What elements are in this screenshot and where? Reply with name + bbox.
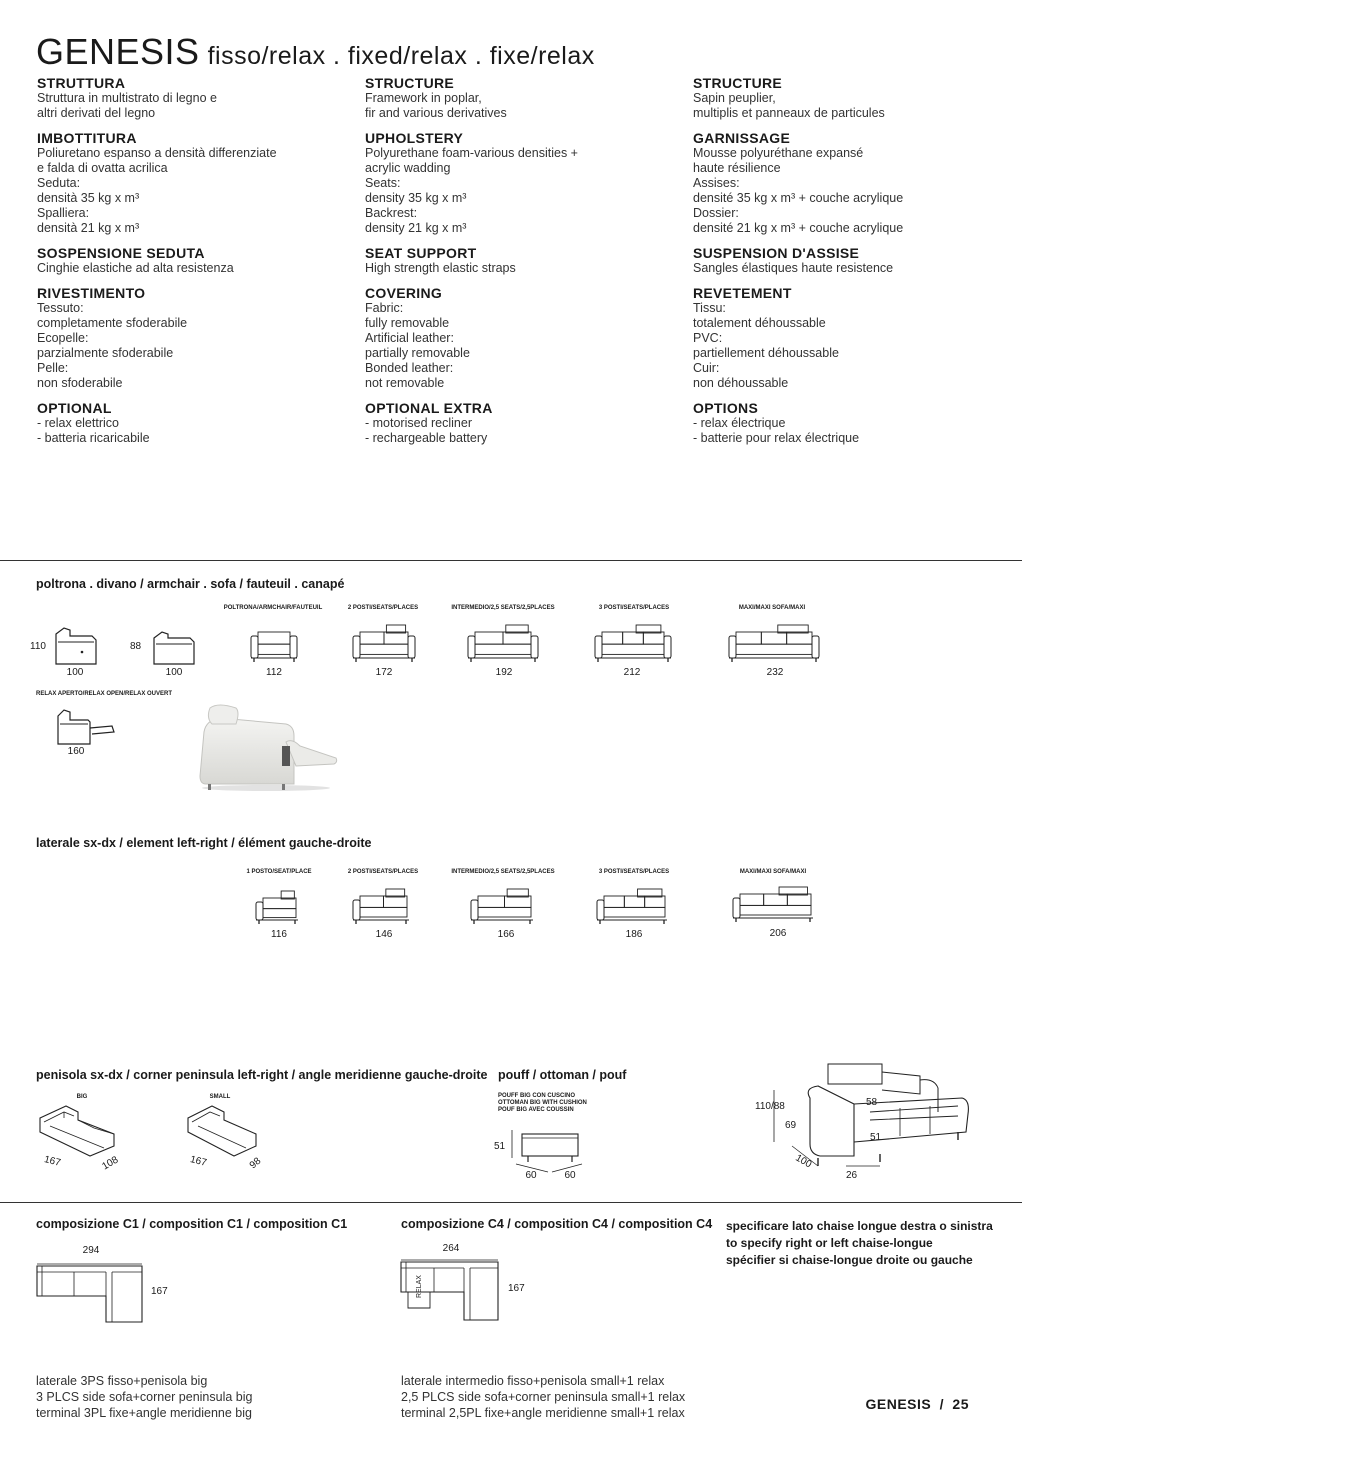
c4-relax-label: RELAX (416, 1275, 423, 1298)
spec-line: acrylic wadding (365, 161, 451, 175)
spec-heading: STRUCTURE (693, 75, 783, 91)
spec-line: Dossier: (693, 206, 739, 220)
divider-top (0, 560, 1022, 561)
spec-heading: COVERING (365, 285, 443, 301)
spec-heading: SOSPENSIONE SEDUTA (37, 245, 205, 261)
spec-line: densità 35 kg x m³ (37, 191, 140, 205)
sofa-2-seats-front-icon (352, 624, 416, 664)
spec-section (693, 285, 1013, 391)
product-photo-relax-armchair (196, 702, 341, 792)
relax-open-side-icon (54, 708, 118, 750)
title-subtitle: fisso/relax . fixed/relax . fixe/relax (207, 42, 595, 70)
spec-section (37, 245, 357, 276)
spec-column-french (693, 75, 1013, 455)
dim-peninsula-big-width: 108 (100, 1154, 121, 1173)
spec-line: Assises: (693, 176, 740, 190)
dim-c4-depth: 167 (508, 1283, 525, 1294)
dim-sofa-seat-depth: 51 (870, 1132, 882, 1143)
spec-line: Tessuto: (37, 301, 84, 315)
dim-2-seats-width: 172 (375, 667, 393, 678)
dim-peninsula-small-length: 167 (188, 1154, 208, 1169)
spec-line: Spalliera: (37, 206, 90, 220)
dim-pouf-height: 51 (494, 1141, 506, 1152)
spec-line: - batteria ricaricabile (37, 431, 150, 445)
dim-element-3-seats-width: 186 (625, 929, 643, 940)
composition-c1-label: composizione C1 / composition C1 / composition C1 (36, 1217, 348, 1231)
c1-caption-it: laterale 3PS fisso+penisola big (36, 1374, 208, 1388)
peninsula-big-icon (34, 1102, 120, 1160)
spec-line: partiellement déhoussable (693, 346, 839, 360)
spec-section (693, 400, 1013, 446)
spec-line: non déhoussable (693, 376, 789, 390)
sofa-3-seats-front-icon (594, 624, 672, 664)
spec-line: density 35 kg x m³ (365, 191, 467, 205)
c1-caption-en: 3 PLCS side sofa+corner peninsula big (36, 1390, 253, 1404)
note-it: specificare lato chaise longue destra o sinistra (726, 1219, 993, 1233)
dim-maxi-width: 232 (766, 667, 784, 678)
section-label-armchair-sofa: poltrona . divano / armchair . sofa / fauteuil . canapé (36, 577, 345, 591)
c1-caption-fr: terminal 3PL fixe+angle meridienne big (36, 1406, 252, 1420)
dim-element-2-seats-width: 146 (375, 929, 393, 940)
spec-line: - relax électrique (693, 416, 786, 430)
dim-relax-width-1: 100 (66, 667, 84, 678)
note-en: to specify right or left chaise-longue (726, 1236, 933, 1250)
spec-column-italian (37, 75, 357, 455)
element-intermediate-icon (470, 888, 534, 926)
element-label-intermediate: INTERMEDIO/2,5 SEATS/2,5PLACES (451, 869, 555, 875)
element-label-1-seat: 1 POSTO/SEAT/PLACE (246, 869, 312, 875)
spec-heading: UPHOLSTERY (365, 130, 464, 146)
dim-sofa-seat-height: 58 (866, 1097, 878, 1108)
spec-heading: SEAT SUPPORT (365, 245, 477, 261)
spec-heading: GARNISSAGE (693, 130, 791, 146)
section-label-element: laterale sx-dx / element left-right / élément gauche-droite (36, 836, 372, 850)
spec-heading: REVETEMENT (693, 285, 792, 301)
spec-heading: IMBOTTITURA (37, 130, 137, 146)
peninsula-big-label: BIG (76, 1094, 88, 1100)
spec-line: completamente sfoderabile (37, 316, 188, 330)
page-footer (866, 1396, 970, 1412)
element-label-maxi: MAXI/MAXI SOFA/MAXI (739, 869, 807, 875)
spec-heading: STRUTTURA (37, 75, 126, 91)
spec-line: densité 21 kg x m³ + couche acrylique (693, 221, 904, 235)
note-fr: spécifier si chaise-longue droite ou gauche (726, 1253, 973, 1267)
sofa-intermediate-front-icon (467, 624, 539, 664)
spec-heading: OPTIONAL (37, 400, 112, 416)
element-maxi-icon (732, 886, 814, 924)
spec-line: PVC: (693, 331, 723, 345)
divider-bottom (0, 1202, 1022, 1203)
element-3-seats-icon (596, 888, 668, 926)
sofa-maxi-front-icon (728, 624, 820, 664)
footer-brand: GENESIS (865, 1396, 932, 1412)
spec-line: non sfoderabile (37, 376, 123, 390)
dim-peninsula-big-length: 167 (42, 1154, 62, 1169)
spec-line: Poliuretano espanso a densità differenziate (37, 146, 277, 160)
spec-line: parzialmente sfoderabile (37, 346, 174, 360)
spec-line: Cuir: (693, 361, 720, 375)
dim-armchair-width: 112 (266, 667, 282, 678)
spec-line: altri derivati del legno (37, 106, 156, 120)
element-2-seats-icon (352, 888, 410, 926)
spec-section (693, 130, 1013, 236)
spec-line: e falda di ovatta acrilica (37, 161, 168, 175)
dim-pouf-width: 60 (525, 1170, 537, 1181)
dim-pouf-depth: 60 (564, 1170, 576, 1181)
spec-line: Seats: (365, 176, 401, 190)
page-title (36, 30, 595, 78)
peninsula-small-icon (182, 1102, 262, 1160)
dim-intermediate-width: 192 (495, 667, 513, 678)
spec-heading: RIVESTIMENTO (37, 285, 146, 301)
pouf-description (498, 1093, 587, 1114)
chaise-longue-note (726, 1218, 993, 1269)
c4-caption-en: 2,5 PLCS side sofa+corner peninsula small+1 relax (401, 1390, 686, 1404)
spec-heading: OPTIONAL EXTRA (365, 400, 493, 416)
pouf-desc-it: POUFF BIG CON CUSCINO (498, 1093, 576, 1099)
spec-heading: STRUCTURE (365, 75, 455, 91)
spec-line: totalement déhoussable (693, 316, 826, 330)
model-label-3-seats: 3 POSTI/SEATS/PLACES (598, 605, 670, 611)
pouf-desc-en: OTTOMAN BIG WITH CUSHION (498, 1100, 587, 1106)
dim-sofa-leg: 26 (846, 1170, 858, 1181)
dim-relax-width-2: 100 (165, 667, 183, 678)
title-main: GENESIS (36, 31, 200, 72)
spec-line: - batterie pour relax électrique (693, 431, 860, 445)
spec-line: - relax elettrico (37, 416, 119, 430)
section-label-pouf: pouff / ottoman / pouf (498, 1068, 627, 1082)
spec-line: Artificial leather: (365, 331, 454, 345)
spec-section (693, 75, 1013, 121)
spec-section (365, 400, 685, 446)
spec-line: fully removable (365, 316, 450, 330)
spec-line: Framework in poplar, (365, 91, 482, 105)
spec-line: Tissu: (693, 301, 726, 315)
spec-heading: OPTIONS (693, 400, 759, 416)
spec-section (365, 245, 685, 276)
spec-line: High strength elastic straps (365, 261, 516, 275)
spec-line: Sangles élastiques haute resistence (693, 261, 894, 275)
composition-c1-plan-icon (36, 1260, 144, 1324)
spec-line: Backrest: (365, 206, 418, 220)
spec-line: Cinghie elastiche ad alta resistenza (37, 261, 234, 275)
spec-section (365, 75, 685, 121)
spec-line: Seduta: (37, 176, 81, 190)
dim-relax-height-1: 110 (30, 641, 46, 652)
dim-3-seats-width: 212 (623, 667, 641, 678)
spec-line: Sapin peuplier, (693, 91, 776, 105)
model-label-2-seats: 2 POSTI/SEATS/PLACES (347, 605, 419, 611)
spec-line: densità 21 kg x m³ (37, 221, 140, 235)
spec-line: Polyurethane foam-various densities + (365, 146, 578, 160)
spec-line: - rechargeable battery (365, 431, 488, 445)
element-label-3-seats: 3 POSTI/SEATS/PLACES (598, 869, 670, 875)
relax-side-view-icon (52, 620, 102, 670)
dim-element-maxi-width: 206 (769, 928, 787, 939)
spec-line: Pelle: (37, 361, 69, 375)
spec-line: density 21 kg x m³ (365, 221, 467, 235)
spec-heading: SUSPENSION D'ASSISE (693, 245, 860, 261)
spec-line: Bonded leather: (365, 361, 454, 375)
dim-c1-depth: 167 (151, 1286, 168, 1297)
spec-line: haute résilience (693, 161, 781, 175)
spec-line: Mousse polyuréthane expansé (693, 146, 864, 160)
composition-c4-plan-icon (400, 1258, 500, 1324)
model-label-intermediate: INTERMEDIO/2,5 SEATS/2,5PLACES (451, 605, 555, 611)
c4-caption-fr: terminal 2,5PL fixe+angle meridienne small+1 relax (401, 1406, 685, 1420)
spec-section (365, 130, 685, 236)
spec-section (37, 75, 357, 121)
spec-section (37, 400, 357, 446)
element-label-2-seats: 2 POSTI/SEATS/PLACES (347, 869, 419, 875)
spec-line: Fabric: (365, 301, 404, 315)
spec-line: not removable (365, 376, 445, 390)
dim-relax-height-2: 88 (130, 641, 142, 652)
spec-line: Struttura in multistrato di legno e (37, 91, 217, 105)
spec-line: fir and various derivatives (365, 106, 507, 120)
c4-caption-it: laterale intermedio fisso+penisola small+1 relax (401, 1374, 665, 1388)
spec-line: - motorised recliner (365, 416, 472, 430)
composition-c1-caption (36, 1373, 252, 1421)
pouf-desc-fr: POUF BIG AVEC COUSSIN (498, 1107, 574, 1113)
dim-element-intermediate-width: 166 (497, 929, 515, 940)
dim-relax-open-length: 160 (67, 746, 85, 757)
footer-separator: / (939, 1396, 945, 1412)
spec-section (37, 130, 357, 236)
spec-column-english (365, 75, 685, 455)
spec-section (37, 285, 357, 391)
relax-open-label: RELAX APERTO/RELAX OPEN/RELAX OUVERT (36, 691, 173, 697)
dim-element-1-seat-width: 116 (271, 929, 287, 940)
element-1-seat-icon (255, 890, 299, 926)
dim-sofa-height: 110/88 (755, 1101, 785, 1112)
dim-c4-width: 264 (442, 1243, 460, 1254)
spec-line: densité 35 kg x m³ + couche acrylique (693, 191, 904, 205)
spec-line: partially removable (365, 346, 470, 360)
page-number: 25 (952, 1396, 969, 1412)
armchair-front-icon (250, 628, 298, 664)
model-label-maxi: MAXI/MAXI SOFA/MAXI (738, 605, 806, 611)
spec-section (365, 285, 685, 391)
spec-line: multiplis et panneaux de particules (693, 106, 885, 120)
dim-c1-width: 294 (82, 1245, 100, 1256)
composition-c4-caption (401, 1373, 685, 1421)
dim-peninsula-small-width: 98 (247, 1155, 264, 1172)
spec-section (693, 245, 1013, 276)
model-label-armchair: POLTRONA/ARMCHAIR/FAUTEUIL (223, 605, 323, 611)
dim-sofa-arm-height: 69 (785, 1120, 797, 1131)
spec-line: Ecopelle: (37, 331, 89, 345)
section-label-peninsula: penisola sx-dx / corner peninsula left-right / angle meridienne gauche-droite (36, 1068, 488, 1082)
dim-sofa-depth: 100 (793, 1152, 814, 1171)
relax-side-view-low-icon (150, 628, 200, 670)
peninsula-small-label: SMALL (209, 1094, 231, 1100)
composition-c4-label: composizione C4 / composition C4 / composition C4 (401, 1217, 713, 1231)
